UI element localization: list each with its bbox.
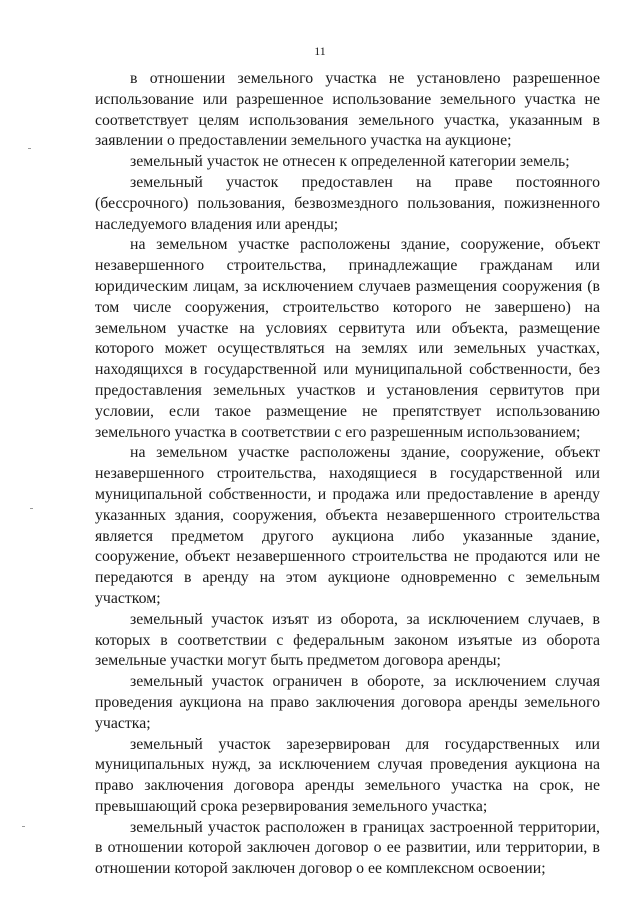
document-body [95, 69, 600, 880]
paragraph-reserved-land: земельный участок зарезервирован для государственных или муниципальных нужд, за исключением случая проведения аукциона на право заключения договора аренды земельного участка на срок, не превышающий срока резервирования земельного участка; [95, 735, 600, 815]
paragraph-land-rights: земельный участок предоставлен на праве постоянного (бессрочного) пользования, безвозмездного пользования, пожизненного наследуемого владения или аренды; [95, 173, 600, 233]
scan-speck [22, 826, 25, 827]
paragraph-built-up-territory: земельный участок расположен в границах застроенной территории, в отношении которой заключен договор о ее развитии, или территории, в отношении которой заключен договор о ее комплексном освоении; [95, 818, 600, 878]
scan-speck [30, 508, 33, 509]
paragraph-permitted-use: в отношении земельного участка не установлено разрешенное использование или разрешенное использование земельного участка не соответствует целям использования земельного участка, указанным в заявлении о предоставлении земельного участка на аукционе; [95, 70, 600, 150]
paragraph-withdrawn-from-circulation: земельный участок изъят из оборота, за исключением случаев, в которых в соответствии с федеральным законом изъятые из оборота земельные участки могут быть предметом договора аренды; [95, 610, 600, 670]
scan-speck [28, 148, 31, 149]
paragraph-private-buildings: на земельном участке расположены здание, сооружение, объект незавершенного строительства, принадлежащие гражданам или юридическим лицам, за исключением случаев размещения сооружения (в том числе сооружения, строительство которого не завершено) на земельном участке на условиях сервитута или объекта, размещение которого может осуществляться на землях или земельных участках, находящихся в государственной или муниципальной собственности, без предоставления земельных участков и установления сервитутов при условии, если такое размещение не препятствует использованию земельного участка в соответствии с его разрешенным использованием; [95, 236, 600, 441]
page-number: 11 [314, 44, 326, 58]
paragraph-public-buildings: на земельном участке расположены здание, сооружение, объект незавершенного строительства, находящиеся в государственной или муниципальной собственности, и продажа или предоставление в аренду указанных здания, сооружения, объекта незавершенного строительства является предметом другого аукциона либо указанные здание, сооружение, объект незавершенного строительства не продаются или не передаются в аренду на этом аукционе одновременно с земельным участком; [95, 444, 600, 607]
paragraph-land-category: земельный участок не отнесен к определенной категории земель; [130, 153, 570, 171]
paragraph-restricted-circulation: земельный участок ограничен в обороте, за исключением случая проведения аукциона на право заключения договора аренды земельного участка; [95, 673, 600, 732]
